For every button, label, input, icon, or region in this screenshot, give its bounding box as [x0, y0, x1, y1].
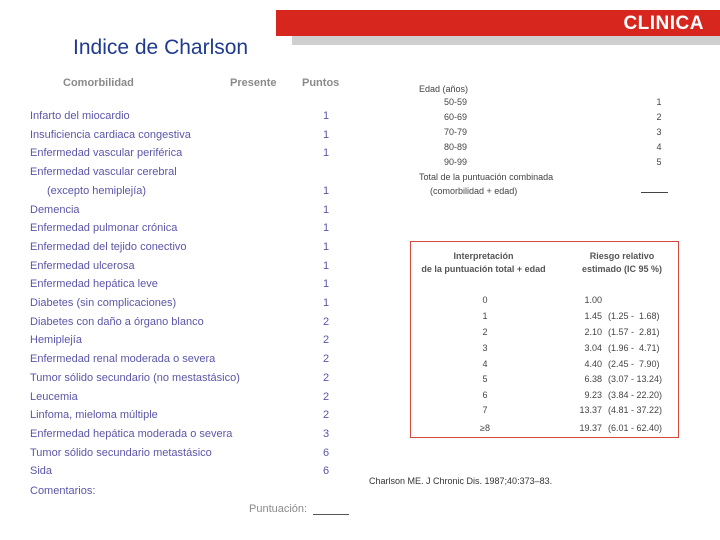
risk-col2-line1: Riesgo relativo: [589, 251, 655, 261]
risk-col1-line2: de la puntuación total + edad: [421, 264, 546, 274]
risk-relative-value: 19.37: [579, 423, 602, 433]
comorbidity-points: 1: [322, 147, 330, 160]
comorbidity-points: 1: [322, 278, 330, 291]
age-points: 1: [656, 97, 662, 107]
comorbidity-points: 6: [322, 446, 330, 459]
comorbidity-label: Tumor sólido secundario metastásico: [30, 446, 212, 459]
risk-score: 0: [482, 295, 488, 305]
comorbidity-label: Enfermedad hepática leve: [30, 278, 158, 291]
comorbidity-points: 2: [322, 409, 330, 422]
comorbidity-points: 1: [322, 222, 330, 235]
header-shadow: [292, 36, 720, 45]
comorbidity-label: Linfoma, mieloma múltiple: [30, 409, 158, 422]
comorbidity-label: Leucemia: [30, 390, 78, 403]
score-label: Puntuación:: [249, 503, 308, 515]
comorbidity-label: (excepto hemiplejía): [47, 184, 147, 197]
risk-col2-line2: estimado (IC 95 %): [581, 264, 663, 274]
risk-confidence-interval: (1.57 - 2.81): [608, 327, 660, 337]
comorbidity-points: 6: [322, 465, 330, 478]
risk-relative-value: 3.04: [584, 343, 602, 353]
age-points: 3: [656, 127, 662, 137]
comorbidity-points: 3: [322, 427, 330, 440]
comorbidity-label: Enfermedad renal moderada o severa: [30, 353, 216, 366]
comorbidity-label: Diabetes (sin complicaciones): [30, 297, 177, 309]
risk-score: 1: [482, 311, 488, 321]
comorbidity-points: 1: [322, 110, 330, 122]
risk-score: 7: [482, 405, 488, 415]
header-title: CLINICA: [623, 13, 704, 34]
comorbidity-points: 2: [322, 315, 330, 328]
risk-relative-value: 1.45: [584, 311, 602, 321]
comorbidity-points: 1: [322, 203, 330, 216]
age-points: 5: [656, 157, 662, 167]
comorbidity-label: Demencia: [30, 203, 80, 216]
risk-score: 4: [482, 359, 488, 369]
comorbidity-points: 2: [322, 371, 330, 384]
age-table-title: Edad (años): [419, 84, 469, 94]
risk-col1-line1: Interpretación: [453, 251, 514, 261]
risk-score: 5: [482, 374, 488, 384]
risk-relative-value: 4.40: [584, 359, 602, 369]
col-header-present: Presente: [230, 77, 277, 89]
comorbidity-label: Sida: [30, 465, 53, 478]
age-range: 80-89: [444, 142, 468, 152]
col-header-comorbidity: Comorbilidad: [63, 77, 134, 89]
comorbidity-label: Enfermedad del tejido conectivo: [30, 240, 187, 253]
risk-score: 3: [482, 343, 488, 353]
age-range: 50-59: [444, 97, 468, 107]
risk-relative-value: 1.00: [584, 295, 602, 305]
age-points: 2: [656, 112, 662, 122]
comorbidity-points: 2: [322, 353, 330, 366]
comorbidity-label: Hemiplejía: [30, 334, 82, 347]
comorbidity-points: 2: [322, 390, 330, 403]
comorbidity-points: 1: [322, 128, 330, 141]
risk-relative-value: 9.23: [584, 390, 602, 400]
risk-score: 2: [482, 327, 488, 337]
age-range: 60-69: [444, 112, 468, 122]
risk-confidence-interval: (2.45 - 7.90): [608, 359, 660, 369]
comorbidity-label: Enfermedad ulcerosa: [30, 259, 135, 272]
risk-relative-value: 2.10: [584, 327, 602, 337]
comorbidity-points: 2: [322, 334, 330, 347]
risk-confidence-interval: (4.81 - 37.22): [608, 405, 663, 415]
comorbidity-points: 1: [322, 184, 330, 197]
comorbidity-label: Enfermedad pulmonar crónica: [30, 222, 178, 235]
comorbidity-label: Insuficiencia cardiaca congestiva: [30, 128, 191, 141]
risk-relative-value: 6.38: [584, 374, 602, 384]
comments-label: Comentarios:: [30, 485, 96, 497]
comorbidity-points: 1: [322, 240, 330, 253]
risk-confidence-interval: (1.25 - 1.68): [608, 311, 660, 321]
comorbidity-label: Enfermedad vascular periférica: [30, 147, 183, 160]
score-blank-line: [313, 514, 349, 515]
col-header-points: Puntos: [302, 77, 340, 89]
risk-confidence-interval: (6.01 - 62.40): [608, 423, 663, 433]
total-blank-line: [641, 192, 668, 193]
comorbidity-label: Diabetes con daño a órgano blanco: [30, 315, 204, 328]
risk-confidence-interval: (3.07 - 13.24): [608, 374, 663, 384]
page-title: Indice de Charlson: [73, 36, 249, 59]
risk-relative-value: 13.37: [579, 405, 602, 415]
age-range: 70-79: [444, 127, 468, 137]
risk-col-interpretation: [416, 250, 551, 276]
comorbidity-label: Enfermedad vascular cerebral: [30, 166, 177, 179]
comorbidity-label: Tumor sólido secundario (no mestastásico): [30, 371, 240, 384]
risk-col-relative-risk: [572, 250, 672, 276]
comorbidity-points: 1: [322, 297, 330, 309]
comorbidity-label: Enfermedad hepática moderada o severa: [30, 427, 233, 440]
comorbidity-label: Infarto del miocardio: [30, 110, 130, 122]
age-range: 90-99: [444, 157, 468, 167]
risk-score: ≥8: [480, 423, 490, 433]
age-points: 4: [656, 142, 662, 152]
citation: Charlson ME. J Chronic Dis. 1987;40:373–83.: [369, 476, 553, 486]
risk-confidence-interval: (1.96 - 4.71): [608, 343, 660, 353]
comorbidity-points: 1: [322, 259, 330, 272]
total-score-sub: (comorbilidad + edad): [430, 186, 518, 196]
total-score-label: Total de la puntuación combinada: [419, 172, 554, 182]
risk-confidence-interval: (3.84 - 22.20): [608, 390, 663, 400]
risk-score: 6: [482, 390, 488, 400]
